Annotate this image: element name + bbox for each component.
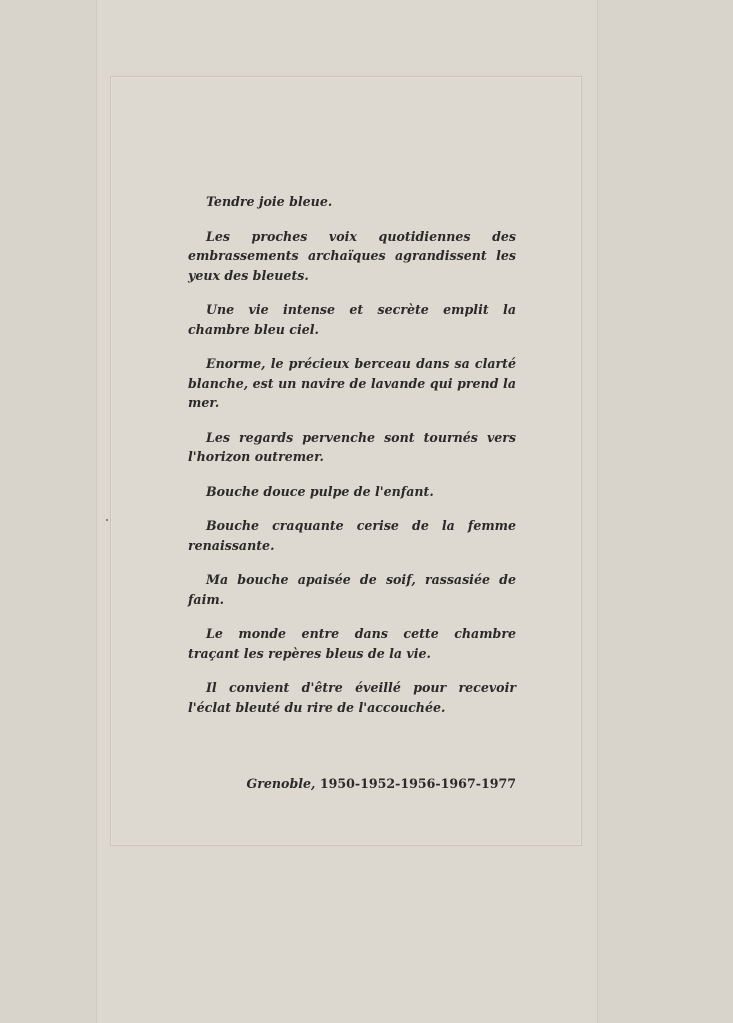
poem-paragraph-10: Il convient d'être éveillé pour recevoir l'éclat bleuté du rire de l'accouchée. bbox=[188, 680, 516, 715]
poem-paragraph-6: Bouche douce pulpe de l'enfant. bbox=[206, 483, 434, 499]
poem-paragraph-4: Enorme, le précieux berceau dans sa clarté blanche, est un navire de lavande qui prend la mer. bbox=[188, 356, 516, 410]
signature-line bbox=[188, 774, 516, 793]
signature-dates: 1950-1952-1956-1967-1977 bbox=[319, 776, 516, 791]
poem-body bbox=[188, 192, 516, 732]
poem-paragraph-3: Une vie intense et secrète emplit la chambre bleu ciel. bbox=[188, 302, 516, 337]
poem-paragraph-7: Bouche craquante cerise de la femme renaissante. bbox=[188, 518, 516, 553]
signature-place: Grenoble, bbox=[246, 776, 316, 791]
poem-paragraph-8: Ma bouche apaisée de soif, rassasiée de faim. bbox=[188, 572, 516, 607]
poem-paragraph-2: Les proches voix quotidiennes des embrassements archaïques agrandissent les yeux des bleuets. bbox=[188, 228, 516, 283]
poem-paragraph-5: Les regards pervenche sont tournés vers l'horizon outremer. bbox=[188, 429, 516, 464]
paper-speck bbox=[106, 519, 108, 521]
poem-paragraph-1: Tendre joie bleue. bbox=[206, 194, 333, 209]
poem-paragraph-9: Le monde entre dans cette chambre traçant les repères bleus de la vie. bbox=[188, 626, 516, 661]
